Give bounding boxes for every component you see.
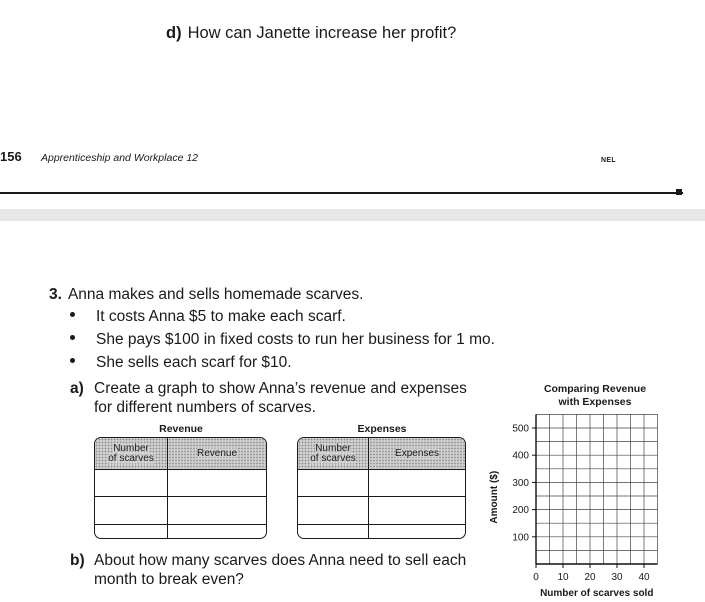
revenue-table [94,437,267,539]
x-axis-label: Number of scarves sold [540,588,654,599]
y-tick-label: 300 [512,477,529,489]
expenses-table [297,437,466,539]
revenue-header-revenue [168,438,267,470]
x-tick-label: 10 [557,572,569,583]
table-cell[interactable] [95,524,168,538]
page-number: 156 [0,149,22,164]
expenses-header-expenses [369,438,466,470]
table-cell[interactable] [298,470,369,497]
y-axis-label: Amount ($) [489,470,500,524]
question-3-number: 3. [49,286,62,303]
question-d-text: How can Janette increase her profit? [187,24,457,42]
question-3a-label: a) [70,380,84,397]
header-line: of scarves [108,452,154,464]
bullet-dot [70,358,75,363]
y-tick-label: 500 [512,423,529,435]
table-cell[interactable] [369,497,466,524]
revenue-expenses-grid[interactable] [480,410,705,602]
expenses-table-title: Expenses [357,423,407,435]
page-bottom-rule [0,192,683,194]
question-d [166,24,456,43]
bullet-item [70,308,346,326]
table-cell[interactable] [298,524,369,538]
chart-title [520,383,670,409]
publisher-mark: NEL [601,157,616,164]
table-cell[interactable] [168,524,267,538]
y-tick-label: 100 [512,532,529,544]
y-tick-label: 400 [512,450,529,462]
bullet-item [70,354,292,372]
table-cell[interactable] [369,470,466,497]
revenue-header-number [95,438,168,470]
expenses-header-number [298,438,369,470]
question-3a-line1: Create a graph to show Anna’s revenue and expenses [94,380,467,397]
chart-title-line: Comparing Revenue [543,383,647,395]
table-cell[interactable] [298,497,369,524]
x-tick-label: 30 [611,572,623,583]
page-bottom-rule-end [676,189,682,195]
bullet-dot [70,312,75,317]
book-title: Apprenticeship and Workplace 12 [41,152,199,164]
header-line: Number [113,442,149,454]
question-3b [70,551,466,589]
bullet-text: She sells each scarf for $10. [96,354,292,371]
bullet-item [70,331,495,349]
revenue-table-title: Revenue [159,423,203,435]
question-3b-line2: month to break even? [94,571,244,588]
x-tick-label: 40 [638,572,650,583]
y-tick-label: 200 [512,505,529,517]
table-cell[interactable] [95,497,168,524]
chart-title-line: with Expenses [558,396,632,408]
table-cell[interactable] [369,524,466,538]
question-d-label: d) [166,24,182,42]
question-3b-line1: About how many scarves does Anna need to sell each [94,552,467,569]
header-line: Expenses [395,447,439,459]
question-3a-line2: for different numbers of scarves. [94,399,316,416]
bullet-text: It costs Anna $5 to make each scarf. [96,308,346,325]
question-3-intro-text: Anna makes and sells homemade scarves. [67,286,364,303]
table-cell[interactable] [168,497,267,524]
bullet-dot [70,335,75,340]
header-line: of scarves [310,452,356,464]
header-line: Number [315,442,351,454]
x-tick-label: 20 [584,572,596,583]
header-line: Revenue [196,447,238,459]
table-cell[interactable] [95,470,168,497]
question-3-intro [49,286,363,304]
question-3a [70,379,467,417]
x-tick-label: 0 [533,572,539,583]
bullet-text: She pays $100 in fixed costs to run her business for 1 mo. [96,331,495,348]
table-cell[interactable] [168,470,267,497]
question-3b-label: b) [70,552,85,569]
page-gap [0,209,705,221]
